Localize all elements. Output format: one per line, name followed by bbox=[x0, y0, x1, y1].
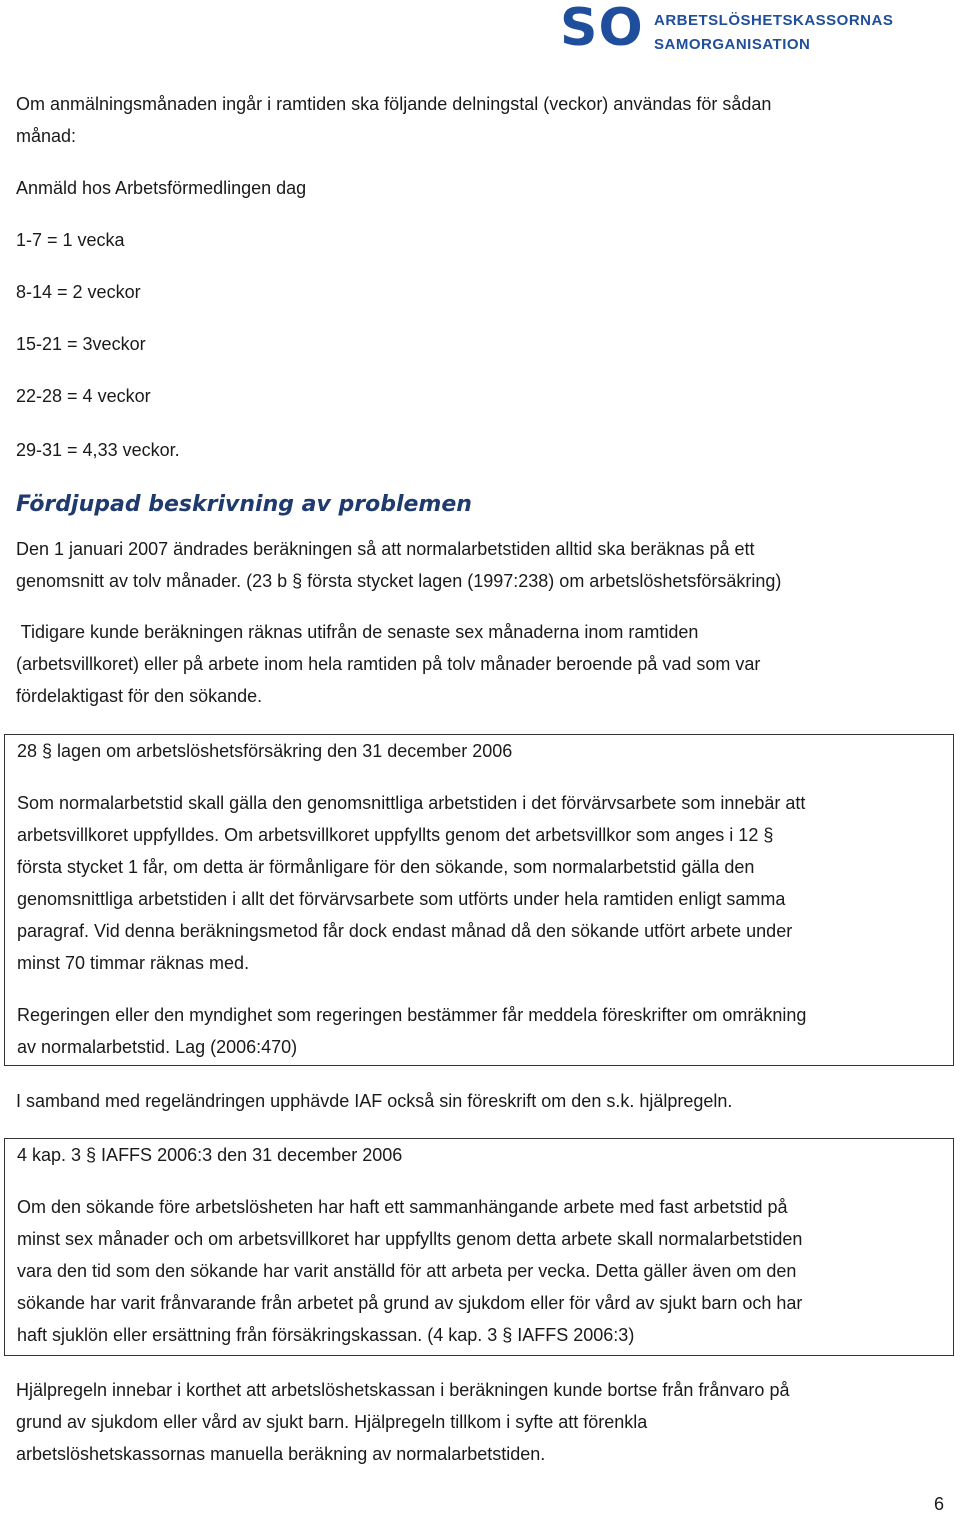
organization-logo bbox=[560, 0, 920, 58]
intro-line-2: månad: bbox=[16, 126, 77, 146]
section-paragraph-line: genomsnitt av tolv månader. (23 b § första stycket lagen (1997:238) om arbetslöshetsförsäkring) bbox=[16, 571, 782, 591]
law-excerpt-line: paragraf. Vid denna beräkningsmetod får dock endast månad då den sökande utfört arbete under bbox=[17, 921, 793, 941]
closing-line: Hjälpregeln innebar i korthet att arbetslöshetskassan i beräkningen kunde bortse från frånvaro på bbox=[16, 1380, 790, 1400]
weeks-item: 8-14 = 2 veckor bbox=[16, 282, 141, 302]
law-excerpt-line: första stycket 1 får, om detta är förmånligare för den sökande, som normalarbetstid gälla den bbox=[17, 857, 755, 877]
section-paragraph-line: fördelaktigast för den sökande. bbox=[16, 686, 263, 706]
regulation-excerpt-line: sökande har varit frånvarande från arbetet på grund av sjukdom eller för vård av sjukt barn och har bbox=[17, 1293, 803, 1313]
law-excerpt-line: Som normalarbetstid skall gälla den genomsnittliga arbetstiden i det förvärvsarbete som innebär att bbox=[17, 793, 806, 813]
registered-label: Anmäld hos Arbetsförmedlingen dag bbox=[16, 178, 307, 198]
intro-line-1: Om anmälningsmånaden ingår i ramtiden ska följande delningstal (veckor) användas för sådan bbox=[16, 94, 772, 114]
section-paragraph-line: Den 1 januari 2007 ändrades beräkningen så att normalarbetstiden alltid ska beräknas på ett bbox=[16, 539, 755, 559]
middle-paragraph: I samband med regeländringen upphävde IAF också sin föreskrift om den s.k. hjälpregeln. bbox=[16, 1091, 733, 1111]
section-paragraph-line: Tidigare kunde beräkningen räknas utifrån de senaste sex månaderna inom ramtiden bbox=[16, 622, 699, 642]
law-excerpt-box bbox=[4, 734, 954, 1066]
page-number: 6 bbox=[933, 1494, 944, 1514]
law-excerpt-line: genomsnittliga arbetstiden i allt det förvärvsarbete som utförts under hela ramtiden enligt samma bbox=[17, 889, 786, 909]
logo-line-2: SAMORGANISATION bbox=[654, 36, 811, 53]
weeks-item: 22-28 = 4 veckor bbox=[16, 386, 151, 406]
law-excerpt-line: av normalarbetstid. Lag (2006:470) bbox=[17, 1037, 298, 1057]
section-paragraph-line: (arbetsvillkoret) eller på arbete inom hela ramtiden på tolv månader beroende på vad som var bbox=[16, 654, 761, 674]
logo-line-1: ARBETSLÖSHETSKASSORNAS bbox=[654, 12, 894, 29]
law-excerpt-line: minst 70 timmar räknas med. bbox=[17, 953, 250, 973]
law-excerpt-line: Regeringen eller den myndighet som regeringen bestämmer får meddela föreskrifter om omräkning bbox=[17, 1005, 807, 1025]
closing-line: grund av sjukdom eller vård av sjukt barn. Hjälpregeln tillkom i syfte att förenkla bbox=[16, 1412, 648, 1432]
section-heading: Fördjupad beskrivning av problemen bbox=[16, 492, 472, 517]
weeks-item: 15-21 = 3veckor bbox=[16, 334, 146, 354]
closing-line: arbetslöshetskassornas manuella beräkning av normalarbetstiden. bbox=[16, 1444, 546, 1464]
law-excerpt-line: arbetsvillkoret uppfylldes. Om arbetsvillkoret uppfyllts genom det arbetsvillkor som anges i 12 § bbox=[17, 825, 774, 845]
regulation-excerpt-line: minst sex månader och om arbetsvillkoret har uppfyllts genom detta arbete skall normalarbetstiden bbox=[17, 1229, 803, 1249]
logo-letters: SO bbox=[560, 0, 644, 58]
regulation-excerpt-box bbox=[4, 1138, 954, 1356]
regulation-excerpt-line: Om den sökande före arbetslösheten har haft ett sammanhängande arbete med fast arbetstid på bbox=[17, 1197, 788, 1217]
weeks-item: 1-7 = 1 vecka bbox=[16, 230, 125, 250]
regulation-excerpt-line: haft sjuklön eller ersättning från försäkringskassan. (4 kap. 3 § IAFFS 2006:3) bbox=[17, 1325, 635, 1345]
regulation-excerpt-line: vara den tid som den sökande har varit anställd för att arbeta per vecka. Detta gäller även om den bbox=[17, 1261, 797, 1281]
weeks-item: 29-31 = 4,33 veckor. bbox=[16, 440, 180, 460]
law-excerpt-title: 28 § lagen om arbetslöshetsförsäkring den 31 december 2006 bbox=[17, 741, 513, 761]
regulation-excerpt-title: 4 kap. 3 § IAFFS 2006:3 den 31 december 2006 bbox=[17, 1145, 403, 1165]
